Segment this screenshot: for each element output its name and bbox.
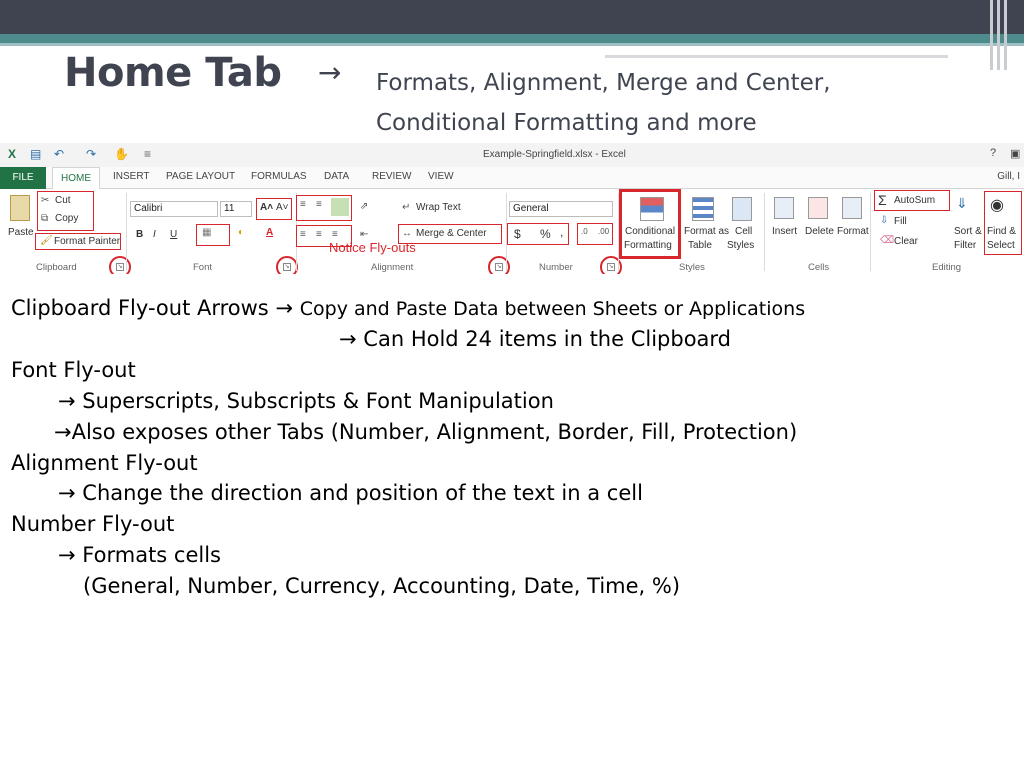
user-name: Gill, I [997, 171, 1020, 182]
redo-icon[interactable]: ↷ [86, 147, 97, 161]
comma-style-button[interactable]: , [560, 225, 564, 239]
subtitle-line-2: Conditional Formatting and more [376, 110, 757, 136]
copy-button[interactable]: Copy [55, 213, 79, 224]
quick-access-toolbar [0, 143, 1024, 167]
font-flyout-description: Superscripts, Subscripts & Font Manipulation [82, 389, 554, 413]
cut-icon[interactable]: ✂ [41, 195, 50, 206]
clipboard-group-label: Clipboard [36, 262, 77, 273]
borders-icon[interactable]: ▦ [202, 227, 212, 238]
copy-icon[interactable]: ⧉ [41, 213, 49, 224]
font-size-select[interactable]: 11 [220, 201, 252, 217]
find-select-line2[interactable]: Select [987, 240, 1015, 251]
insert-button[interactable]: Insert [772, 226, 798, 237]
number-launcher-icon[interactable]: ↘ [608, 264, 614, 270]
tab-home[interactable]: HOME [52, 167, 100, 190]
arrow-icon: → [275, 296, 294, 320]
cut-button[interactable]: Cut [55, 195, 71, 206]
customize-qat-icon[interactable]: ≡ [144, 147, 152, 161]
tab-data[interactable]: DATA [324, 171, 350, 182]
number-flyout-heading: Number Fly-out [11, 512, 175, 536]
clear-icon[interactable]: ⌫ [880, 235, 895, 246]
alignment-group-label: Alignment [371, 262, 414, 273]
percent-button[interactable]: % [540, 227, 551, 241]
font-name-select[interactable]: Calibri [130, 201, 218, 217]
align-center-icon[interactable]: ≡ [316, 229, 322, 240]
separator [126, 193, 127, 271]
tab-formulas[interactable]: FORMULAS [251, 171, 307, 182]
grow-font-button[interactable]: A˄ [260, 202, 274, 213]
merge-center-icon[interactable]: ↔ [402, 228, 412, 239]
title-underline [605, 55, 948, 58]
middle-align-icon[interactable]: ≡ [316, 199, 322, 210]
indent-icon[interactable]: ⇤ [360, 229, 369, 240]
excel-ribbon-screenshot [0, 143, 1024, 274]
number-formats-list: (General, Number, Currency, Accounting, Date, Time, %) [83, 574, 681, 598]
slide-decor-lines [990, 0, 1016, 70]
font-launcher-icon[interactable]: ↘ [284, 264, 290, 270]
slide-top-band [0, 0, 1024, 34]
ribbon-tabs [0, 167, 1024, 189]
insert-cells-icon[interactable] [774, 197, 794, 219]
slide-teal-band [0, 34, 1024, 43]
increase-decimal-icon[interactable]: .0 [581, 227, 588, 236]
clipboard-flyout-heading: Clipboard Fly-out Arrows [11, 296, 269, 320]
save-icon[interactable]: ▤ [30, 147, 42, 161]
underline-button[interactable]: U [170, 229, 178, 240]
font-launcher-circle [276, 256, 298, 274]
bottom-align-icon[interactable] [331, 198, 349, 216]
window-title: Example-Springfield.xlsx - Excel [483, 149, 626, 160]
merge-center-button[interactable]: Merge & Center [416, 228, 487, 239]
styles-group-label: Styles [679, 262, 705, 273]
tab-page-layout[interactable]: PAGE LAYOUT [166, 171, 236, 182]
font-group-label: Font [193, 262, 213, 273]
subtitle-line-1: Formats, Alignment, Merge and Center, [376, 70, 831, 96]
arrow-icon: → [54, 420, 72, 444]
currency-button[interactable]: $ [514, 227, 521, 241]
paste-button[interactable]: Paste [8, 227, 34, 238]
delete-cells-icon[interactable] [808, 197, 828, 219]
top-align-icon[interactable]: ≡ [300, 199, 306, 210]
clipboard-capacity-text: Can Hold 24 items in the Clipboard [363, 327, 732, 351]
excel-logo-icon: X [8, 147, 17, 161]
arrow-icon: → [339, 327, 357, 351]
tab-file[interactable]: FILE [0, 167, 46, 189]
format-painter-icon[interactable]: 🖌 [40, 235, 53, 246]
cell-styles-line2[interactable]: Styles [727, 240, 755, 251]
clipboard-flyout-description: Copy and Paste Data between Sheets or Applications [299, 298, 806, 320]
cell-styles-line1[interactable]: Cell [735, 226, 753, 237]
wrap-text-button[interactable]: Wrap Text [416, 202, 461, 213]
alignment-launcher-icon[interactable]: ↘ [496, 264, 502, 270]
clipboard-launcher-icon[interactable]: ↘ [117, 264, 123, 270]
arrow-icon: → [58, 481, 76, 505]
tab-review[interactable]: REVIEW [372, 171, 412, 182]
autosum-button[interactable]: AutoSum [894, 195, 936, 206]
cells-group-label: Cells [808, 262, 830, 273]
body-line-7 [58, 481, 643, 505]
tab-view[interactable]: VIEW [428, 171, 454, 182]
sort-filter-icon[interactable]: ⇓ [956, 195, 968, 211]
conditional-formatting-button-line2[interactable]: Formatting [624, 240, 672, 251]
number-format-select[interactable]: General [509, 201, 613, 217]
format-button[interactable]: Format [837, 226, 869, 237]
ribbon-home-body [0, 189, 1024, 274]
fill-button[interactable]: Fill [894, 216, 907, 227]
arrow-icon: → [58, 543, 76, 567]
notice-flyouts-caption: Notice Fly-outs [329, 240, 416, 255]
number-group-label: Number [539, 262, 573, 273]
editing-group-label: Editing [932, 262, 962, 273]
format-as-table-line1[interactable]: Format as [684, 226, 730, 237]
binoculars-icon[interactable]: ◉ [990, 197, 1004, 214]
slide-title: Home Tab [64, 50, 282, 96]
align-left-icon[interactable]: ≡ [300, 229, 306, 240]
clear-button[interactable]: Clear [894, 236, 918, 247]
body-line-4 [58, 389, 554, 413]
fill-icon[interactable]: ⇩ [880, 215, 889, 226]
number-flyout-description: Formats cells [82, 543, 221, 567]
orientation-icon[interactable]: ⇗ [360, 201, 369, 212]
sort-filter-line1[interactable]: Sort & [954, 226, 982, 237]
body-line-1 [11, 296, 805, 320]
slide-teal-thin-band [0, 43, 1024, 46]
delete-button[interactable]: Delete [805, 226, 834, 237]
conditional-formatting-button-line1[interactable]: Conditional [625, 226, 676, 237]
tab-insert[interactable]: INSERT [113, 171, 150, 182]
find-select-line1[interactable]: Find & [987, 226, 1016, 237]
help-button[interactable]: ? [990, 147, 997, 159]
format-as-table-icon[interactable] [692, 197, 714, 221]
format-painter-button[interactable]: Format Painter [54, 236, 121, 247]
shrink-font-button[interactable]: A˅ [276, 202, 289, 213]
alignment-flyout-description: Change the direction and position of the text in a cell [82, 481, 643, 505]
touch-mode-icon[interactable]: ✋ [114, 147, 129, 161]
cell-styles-icon[interactable] [732, 197, 752, 221]
font-color-button[interactable]: A [266, 227, 274, 238]
separator [764, 193, 765, 271]
align-right-icon[interactable]: ≡ [332, 229, 338, 240]
separator [870, 193, 871, 271]
alignment-flyout-heading: Alignment Fly-out [11, 451, 198, 475]
wrap-text-icon[interactable]: ↵ [402, 202, 411, 213]
clipboard-launcher-circle [109, 256, 131, 274]
body-line-2 [339, 327, 731, 351]
conditional-formatting-icon[interactable] [640, 197, 664, 221]
arrow-icon: → [58, 389, 76, 413]
format-as-table-line2[interactable]: Table [688, 240, 712, 251]
sort-filter-line2[interactable]: Filter [954, 240, 977, 251]
font-flyout-tabs-text: Also exposes other Tabs (Number, Alignment, Border, Fill, Protection) [71, 420, 798, 444]
slide-subtitle [376, 63, 936, 143]
bold-button[interactable]: B [136, 229, 144, 240]
body-line-5 [54, 420, 797, 444]
body-line-9 [58, 543, 221, 567]
ribbon-display-options-icon[interactable]: ▣ [1010, 148, 1021, 160]
undo-icon[interactable]: ↶ [54, 147, 65, 161]
font-flyout-heading: Font Fly-out [11, 358, 136, 382]
decrease-decimal-icon[interactable]: .00 [598, 227, 610, 236]
fill-color-icon[interactable]: ◐ [238, 227, 245, 238]
autosum-icon[interactable]: Σ [878, 192, 887, 208]
format-cells-icon[interactable] [842, 197, 862, 219]
paste-icon[interactable] [10, 195, 30, 221]
title-arrow-icon: → [318, 56, 342, 89]
italic-button[interactable]: I [153, 229, 156, 240]
